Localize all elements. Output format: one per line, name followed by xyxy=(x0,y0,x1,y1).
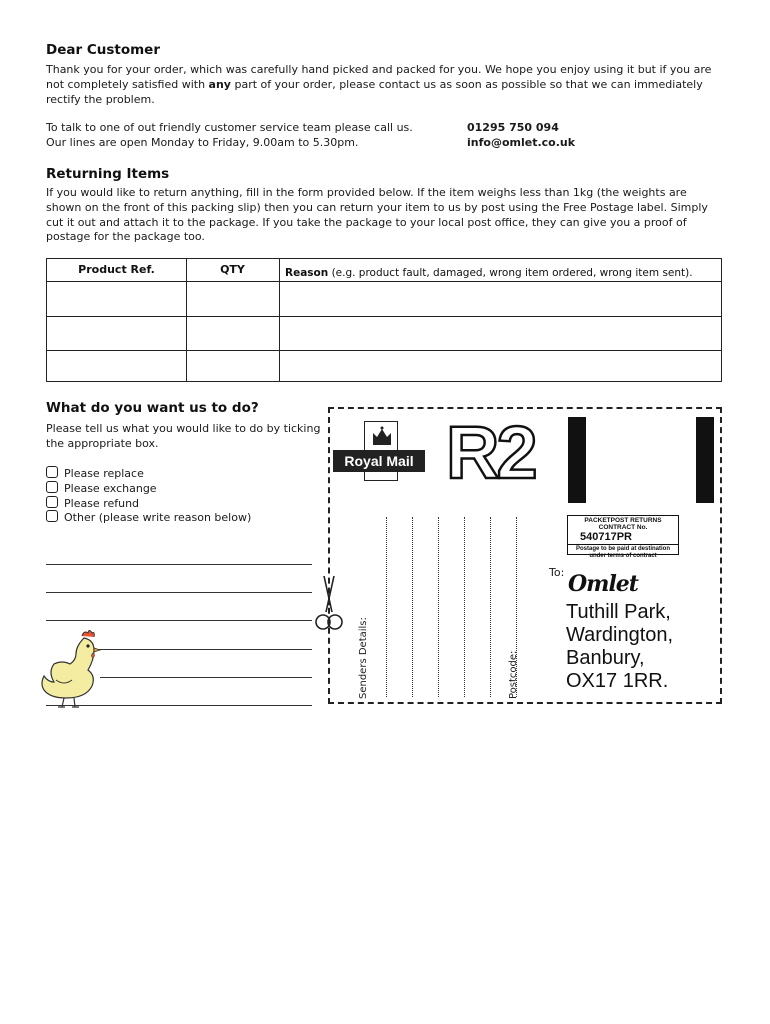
address-block xyxy=(566,601,673,693)
option-exchange[interactable] xyxy=(46,481,157,497)
postcode-field[interactable] xyxy=(520,659,540,699)
option-label: Please replace xyxy=(64,467,144,480)
product-ref-cell[interactable] xyxy=(47,351,186,381)
dotted-line xyxy=(386,517,387,697)
column-header-product: Product Ref. xyxy=(78,263,155,276)
checkbox-replace[interactable] xyxy=(46,466,58,478)
column-header-reason xyxy=(285,262,693,284)
option-label: Other (please write reason below) xyxy=(64,511,252,524)
dotted-line xyxy=(490,517,491,697)
call-text: To talk to one of out friendly customer service team please call us. xyxy=(46,121,413,134)
intro-text-end: part of your order, please contact us as soon as possible so that we can immediately rectify the problem. xyxy=(46,77,703,106)
intro-text-start: Thank you for your order, which was carefully hand picked and packed for you. We hope you enjoy using it but if you are not completely satisfied with xyxy=(46,63,712,91)
email-address: info@omlet.co.uk xyxy=(467,136,576,149)
reason-cell[interactable] xyxy=(280,282,721,316)
omlet-logo: Omlet xyxy=(568,571,638,597)
checkbox-exchange[interactable] xyxy=(46,481,58,493)
option-replace[interactable] xyxy=(46,466,144,482)
action-heading: What do you want us to do? xyxy=(46,400,259,416)
dotted-line xyxy=(412,517,413,697)
write-line[interactable] xyxy=(46,620,312,621)
reason-label: Reason xyxy=(285,267,329,279)
address-line: Banbury, xyxy=(566,647,645,669)
option-label: Please refund xyxy=(64,497,140,510)
greeting-heading: Dear Customer xyxy=(46,42,160,58)
qty-cell[interactable] xyxy=(187,351,279,381)
option-label: Please exchange xyxy=(64,482,157,495)
contract-box xyxy=(567,515,679,559)
contract-number: 540717PR xyxy=(580,531,632,543)
returning-paragraph: If you would like to return anything, fill in the form provided below. If the item weighs less than 1kg (the weights are shown on the front of this packing slip) then you can return your item to us by post using the Free Postage label. Simply cut it out and attach it to the package. If you take the package to your local post office, they can give you a proof of postage for the package too. xyxy=(46,186,708,244)
phone-number: 01295 750 094 xyxy=(467,121,559,134)
return-form-table xyxy=(46,258,722,382)
write-line[interactable] xyxy=(96,649,312,650)
checkbox-other[interactable] xyxy=(46,510,58,522)
qty-cell[interactable] xyxy=(187,282,279,316)
qty-cell[interactable] xyxy=(187,317,279,350)
address-line: Wardington, xyxy=(566,624,674,646)
crown-icon xyxy=(371,426,393,446)
write-line[interactable] xyxy=(46,592,312,593)
action-instruction: Please tell us what you would like to do by ticking the appropriate box. xyxy=(46,422,321,450)
reason-cell[interactable] xyxy=(280,351,721,381)
freepost-label xyxy=(328,407,722,704)
checkbox-refund[interactable] xyxy=(46,496,58,508)
address-line: Tuthill Park, xyxy=(566,601,671,623)
write-line[interactable] xyxy=(100,677,312,678)
intro-paragraph xyxy=(46,63,726,107)
chicken-illustration xyxy=(38,628,104,708)
intro-text-emphasis: any xyxy=(208,77,231,91)
product-ref-cell[interactable] xyxy=(47,282,186,316)
contract-title: PACKETPOST RETURNS CONTRACT No. xyxy=(584,517,662,531)
barcode-bar xyxy=(568,417,586,503)
senders-details-field[interactable] xyxy=(360,559,380,699)
product-ref-cell[interactable] xyxy=(47,317,186,350)
royal-mail-wordmark: Royal Mail xyxy=(333,450,425,472)
column-header-qty: QTY xyxy=(220,263,245,276)
senders-details-label: Senders Details: xyxy=(358,617,369,699)
barcode-bar xyxy=(696,417,714,503)
postcode-label: Postcode: xyxy=(508,650,519,699)
address-line: OX17 1RR. xyxy=(566,670,669,692)
to-label: To: xyxy=(549,566,565,579)
reason-hint: (e.g. product fault, damaged, wrong item ordered, wrong item sent). xyxy=(328,267,693,279)
reason-cell[interactable] xyxy=(280,317,721,350)
hours-text: Our lines are open Monday to Friday, 9.00am to 5.30pm. xyxy=(46,136,359,149)
service-code: R2 xyxy=(446,411,535,494)
write-line[interactable] xyxy=(46,564,312,565)
dotted-line xyxy=(464,517,465,697)
returning-heading: Returning Items xyxy=(46,166,170,182)
option-other[interactable] xyxy=(46,510,251,526)
dotted-line xyxy=(438,517,439,697)
contract-note: Postage to be paid at destination under terms of contract xyxy=(568,544,678,560)
